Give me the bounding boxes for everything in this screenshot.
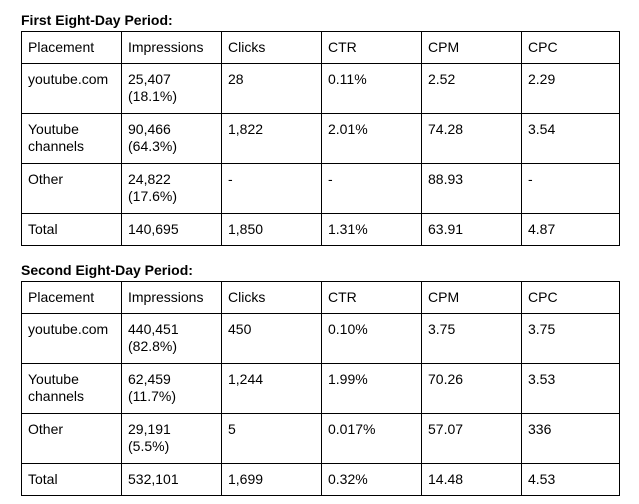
header-row <box>22 32 620 64</box>
table-row <box>22 414 620 464</box>
cpm-cell: 70.26 <box>422 364 522 414</box>
header-clicks: Clicks <box>222 282 322 314</box>
ctr-cell: - <box>322 164 422 214</box>
clicks-cell: 450 <box>222 314 322 364</box>
clicks-cell: 5 <box>222 414 322 464</box>
header-cpc: CPC <box>522 32 620 64</box>
cpc-cell: 3.54 <box>522 114 620 164</box>
table-row <box>22 64 620 114</box>
header-placement: Placement <box>22 282 122 314</box>
cpm-cell: 2.52 <box>422 64 522 114</box>
header-ctr: CTR <box>322 282 422 314</box>
placement-cell: Youtube channels <box>22 364 122 414</box>
ctr-cell: 0.10% <box>322 314 422 364</box>
cpm-cell: 14.48 <box>422 464 522 496</box>
header-impressions: Impressions <box>122 282 222 314</box>
clicks-cell: 28 <box>222 64 322 114</box>
header-cpc: CPC <box>522 282 620 314</box>
placement-cell: youtube.com <box>22 314 122 364</box>
cpc-cell: 3.53 <box>522 364 620 414</box>
header-impressions: Impressions <box>122 32 222 64</box>
total-row <box>22 214 620 246</box>
placement-cell: Other <box>22 164 122 214</box>
total-row <box>22 464 620 496</box>
cpm-cell: 88.93 <box>422 164 522 214</box>
cpc-cell: 2.29 <box>522 64 620 114</box>
cpm-cell: 57.07 <box>422 414 522 464</box>
table-row <box>22 364 620 414</box>
placement-cell: Youtube channels <box>22 114 122 164</box>
second-period-section <box>21 261 618 496</box>
clicks-cell: 1,699 <box>222 464 322 496</box>
clicks-cell: 1,244 <box>222 364 322 414</box>
second-period-title: Second Eight-Day Period: <box>21 262 193 278</box>
placement-cell: youtube.com <box>22 64 122 114</box>
table-row <box>22 114 620 164</box>
cpc-cell: 336 <box>522 414 620 464</box>
ctr-cell: 0.32% <box>322 464 422 496</box>
impressions-cell: 24,822 (17.6%) <box>122 164 222 214</box>
cpc-cell: - <box>522 164 620 214</box>
impressions-cell: 532,101 <box>122 464 222 496</box>
first-period-section <box>21 11 618 246</box>
second-period-table <box>21 281 620 496</box>
impressions-cell: 29,191 (5.5%) <box>122 414 222 464</box>
impressions-cell: 90,466 (64.3%) <box>122 114 222 164</box>
impressions-cell: 62,459 (11.7%) <box>122 364 222 414</box>
placement-cell: Other <box>22 414 122 464</box>
table-row <box>22 314 620 364</box>
cpc-cell: 4.87 <box>522 214 620 246</box>
header-row <box>22 282 620 314</box>
impressions-cell: 25,407 (18.1%) <box>122 64 222 114</box>
cpm-cell: 74.28 <box>422 114 522 164</box>
header-ctr: CTR <box>322 32 422 64</box>
header-cpm: CPM <box>422 32 522 64</box>
impressions-cell: 440,451 (82.8%) <box>122 314 222 364</box>
first-period-title: First Eight-Day Period: <box>21 12 173 28</box>
header-placement: Placement <box>22 32 122 64</box>
cpc-cell: 4.53 <box>522 464 620 496</box>
ctr-cell: 1.31% <box>322 214 422 246</box>
cpm-cell: 63.91 <box>422 214 522 246</box>
header-clicks: Clicks <box>222 32 322 64</box>
table-row <box>22 164 620 214</box>
clicks-cell: - <box>222 164 322 214</box>
placement-cell: Total <box>22 464 122 496</box>
impressions-cell: 140,695 <box>122 214 222 246</box>
clicks-cell: 1,822 <box>222 114 322 164</box>
ctr-cell: 2.01% <box>322 114 422 164</box>
clicks-cell: 1,850 <box>222 214 322 246</box>
ctr-cell: 1.99% <box>322 364 422 414</box>
cpm-cell: 3.75 <box>422 314 522 364</box>
placement-cell: Total <box>22 214 122 246</box>
header-cpm: CPM <box>422 282 522 314</box>
ctr-cell: 0.017% <box>322 414 422 464</box>
ctr-cell: 0.11% <box>322 64 422 114</box>
first-period-table <box>21 31 620 246</box>
cpc-cell: 3.75 <box>522 314 620 364</box>
